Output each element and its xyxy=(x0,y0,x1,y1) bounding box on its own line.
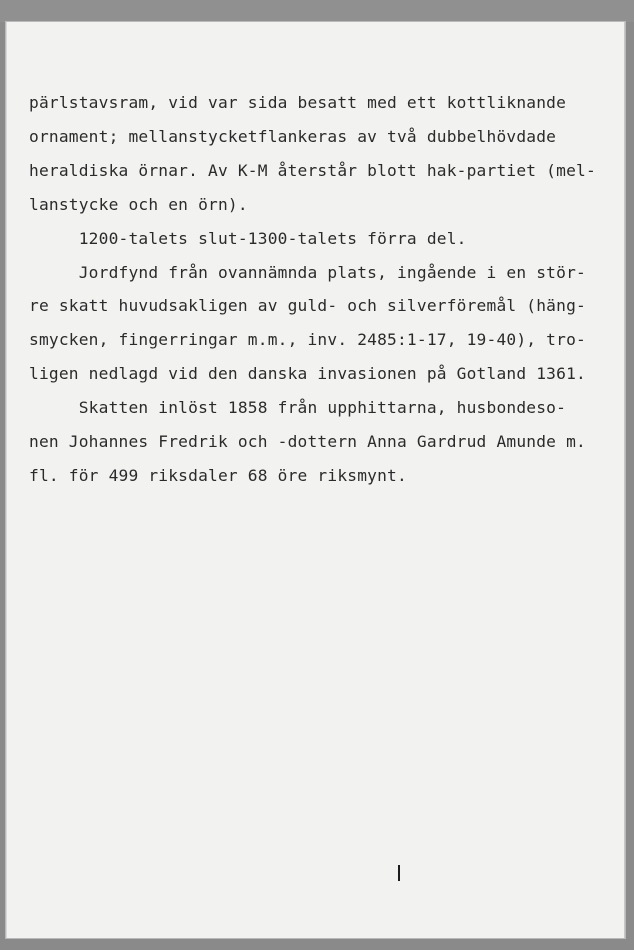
text-line: heraldiska örnar. Av K-M återstår blott hak-partiet (mel- xyxy=(29,160,596,180)
text-line: smycken, fingerringar m.m., inv. 2485:1-17, 19-40), tro- xyxy=(29,330,586,350)
scan-border xyxy=(0,0,634,22)
card-text xyxy=(29,86,629,493)
text-line: ligen nedlagd vid den danska invasionen på Gotland 1361. xyxy=(29,364,586,384)
text-line: nen Johannes Fredrik och -dottern Anna Gardrud Amunde m. xyxy=(29,432,586,452)
pen-mark xyxy=(398,865,400,881)
text-line: 1200-talets slut-1300-talets förra del. xyxy=(29,228,467,248)
text-line: ornament; mellanstycketflankeras av två dubbelhövdade xyxy=(29,126,557,146)
text-line: fl. för 499 riksdaler 68 öre riksmynt. xyxy=(29,465,407,485)
text-line: Skatten inlöst 1858 från upphittarna, husbondeso- xyxy=(29,398,567,418)
text-line: pärlstavsram, vid var sida besatt med ett kottliknande xyxy=(29,93,567,112)
text-line: re skatt huvudsakligen av guld- och silverföremål (häng- xyxy=(29,296,586,316)
text-line: lanstycke och en örn). xyxy=(29,194,248,214)
text-line: Jordfynd från ovannämnda plats, ingående i en stör- xyxy=(29,262,586,282)
